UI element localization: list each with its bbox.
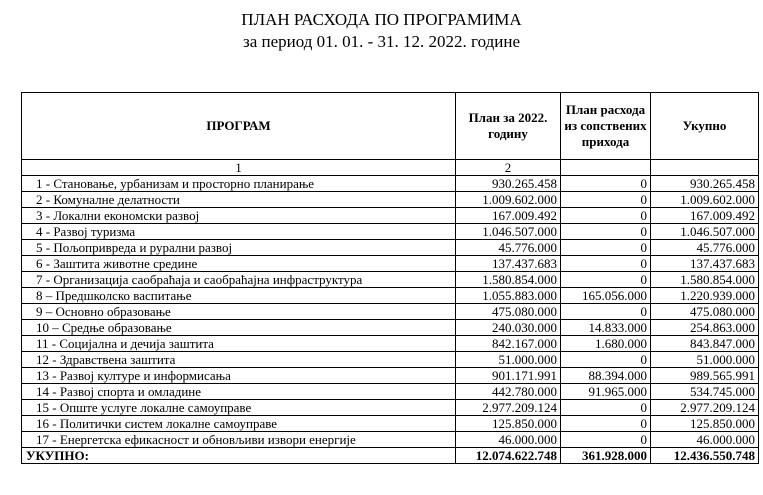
own-revenue-cell: 0 [561,240,651,256]
plan-cell: 137.437.683 [456,256,561,272]
own-revenue-cell: 91.965.000 [561,384,651,400]
plan-cell: 125.850.000 [456,416,561,432]
total-cell: 46.000.000 [651,432,759,448]
own-revenue-cell: 0 [561,272,651,288]
table-row [22,384,759,400]
program-cell: 6 - Заштита животне средине [22,256,456,272]
plan-cell: 442.780.000 [456,384,561,400]
program-cell: 2 - Комуналне делатности [22,192,456,208]
grand-total: 12.436.550.748 [651,448,759,464]
own-revenue-cell: 88.394.000 [561,368,651,384]
plan-cell: 1.580.854.000 [456,272,561,288]
program-cell: 5 - Пољопривреда и рурални развој [22,240,456,256]
column-number [651,160,759,176]
total-cell: 930.265.458 [651,176,759,192]
total-cell: 2.977.209.124 [651,400,759,416]
own-revenue-cell: 0 [561,192,651,208]
total-cell: 254.863.000 [651,320,759,336]
own-revenue-cell: 1.680.000 [561,336,651,352]
program-cell: 10 – Средње образовање [22,320,456,336]
plan-cell: 930.265.458 [456,176,561,192]
total-plan: 12.074.622.748 [456,448,561,464]
table-row [22,304,759,320]
plan-cell: 901.171.991 [456,368,561,384]
total-row [22,448,759,464]
program-cell: 1 - Становање, урбанизам и просторно планирање [22,176,456,192]
header-plan: План за 2022. годину [456,93,561,160]
program-cell: 7 - Организација саобраћаја и саобраћајна инфраструктура [22,272,456,288]
total-cell: 51.000.000 [651,352,759,368]
total-cell: 125.850.000 [651,416,759,432]
total-cell: 1.046.507.000 [651,224,759,240]
own-revenue-cell: 0 [561,176,651,192]
total-label: УКУПНО: [22,448,456,464]
own-revenue-cell: 0 [561,224,651,240]
expenditure-table [21,92,759,464]
table-row [22,240,759,256]
total-cell: 45.776.000 [651,240,759,256]
total-cell: 1.580.854.000 [651,272,759,288]
total-cell: 534.745.000 [651,384,759,400]
header-row [22,93,759,160]
program-cell: 4 - Развој туризма [22,224,456,240]
program-cell: 11 - Социјална и дечија заштита [22,336,456,352]
document-title: ПЛАН РАСХОДА ПО ПРОГРАМИМА [241,10,522,29]
document-subtitle: за период 01. 01. - 31. 12. 2022. године [242,32,521,51]
plan-cell: 167.009.492 [456,208,561,224]
own-revenue-cell: 0 [561,256,651,272]
table-row [22,352,759,368]
table-row [22,208,759,224]
own-revenue-cell: 14.833.000 [561,320,651,336]
header-own-revenue: План расхода из сопствених прихода [561,93,651,160]
table-row [22,416,759,432]
own-revenue-cell: 0 [561,400,651,416]
plan-cell: 45.776.000 [456,240,561,256]
total-cell: 989.565.991 [651,368,759,384]
table-row [22,272,759,288]
plan-cell: 51.000.000 [456,352,561,368]
total-cell: 167.009.492 [651,208,759,224]
total-cell: 1.009.602.000 [651,192,759,208]
header-program: ПРОГРАМ [22,93,456,160]
table-row [22,192,759,208]
total-cell: 1.220.939.000 [651,288,759,304]
program-cell: 14 - Развој спорта и омладине [22,384,456,400]
own-revenue-cell: 0 [561,432,651,448]
total-cell: 843.847.000 [651,336,759,352]
table-row [22,320,759,336]
table-row [22,224,759,240]
table-row [22,368,759,384]
own-revenue-cell: 0 [561,416,651,432]
header-total: Укупно [651,93,759,160]
plan-cell: 1.055.883.000 [456,288,561,304]
own-revenue-cell: 165.056.000 [561,288,651,304]
own-revenue-cell: 0 [561,304,651,320]
table-row [22,288,759,304]
program-cell: 15 - Опште услуге локалне самоуправе [22,400,456,416]
program-cell: 13 - Развој културе и информисања [22,368,456,384]
plan-cell: 240.030.000 [456,320,561,336]
table-row [22,336,759,352]
column-number-row [22,160,759,176]
program-cell: 17 - Енергетска ефикасност и обновљиви извори енергије [22,432,456,448]
table-row [22,400,759,416]
total-cell: 137.437.683 [651,256,759,272]
program-cell: 8 – Предшколско васпитање [22,288,456,304]
table-row [22,176,759,192]
program-cell: 16 - Политички систем локалне самоуправе [22,416,456,432]
total-own-revenue: 361.928.000 [561,448,651,464]
plan-cell: 46.000.000 [456,432,561,448]
table-row [22,256,759,272]
plan-cell: 475.080.000 [456,304,561,320]
plan-cell: 1.046.507.000 [456,224,561,240]
plan-cell: 1.009.602.000 [456,192,561,208]
program-cell: 12 - Здравствена заштита [22,352,456,368]
own-revenue-cell: 0 [561,352,651,368]
column-number: 1 [22,160,456,176]
total-cell: 475.080.000 [651,304,759,320]
plan-cell: 842.167.000 [456,336,561,352]
column-number [561,160,651,176]
column-number: 2 [456,160,561,176]
table-row [22,432,759,448]
program-cell: 3 - Локални економски развој [22,208,456,224]
plan-cell: 2.977.209.124 [456,400,561,416]
own-revenue-cell: 0 [561,208,651,224]
program-cell: 9 – Основно образовање [22,304,456,320]
